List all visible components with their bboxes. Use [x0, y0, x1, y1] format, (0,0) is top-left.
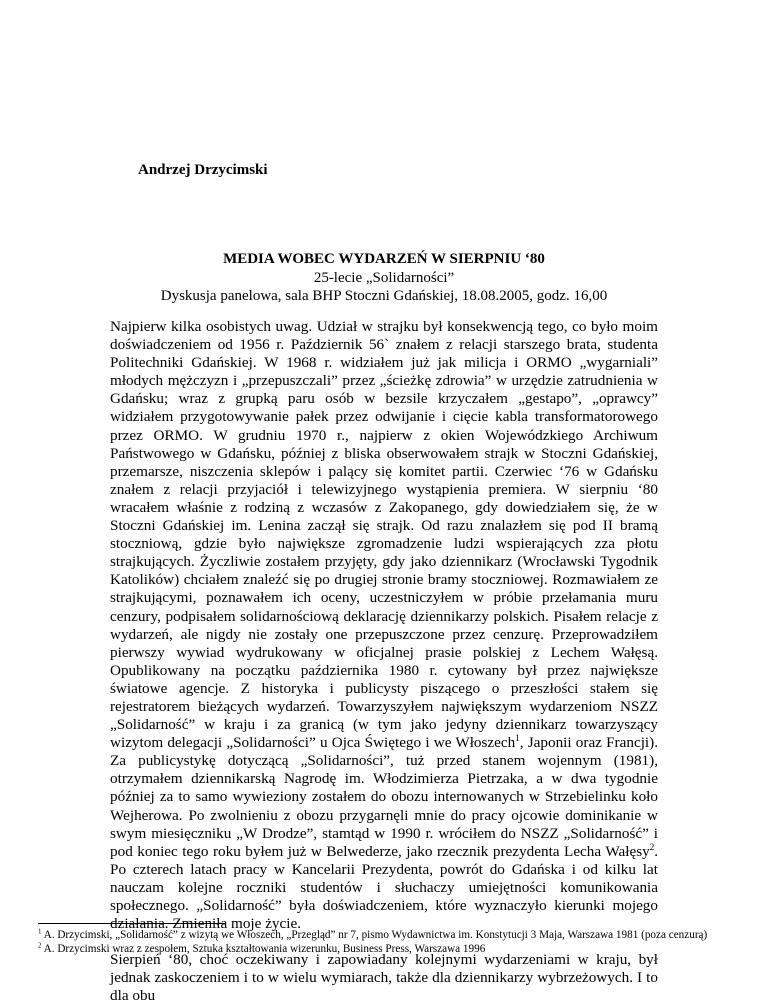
event-line: Dyskusja panelowa, sala BHP Stoczni Gdańskiej, 18.08.2005, godz. 16,00 [160, 288, 608, 304]
footnotes [38, 928, 728, 956]
paragraph-text: , Japonii oraz Francji). Za publicystykę dotyczącą „Solidarności”, tuż przed stanem wojennym (1981), otrzymałem dziennikarską Nagrodę im. Włodzimierza Pietrzaka, a w dwa tygodnie później za to samo wywieziony zostałem do obozu internowanych w Strzebielinku koło Wejherowa. Po zwolnieniu z obozu przygarnęli mnie do pracy ojcowie dominikanie w swym miesięczniku „W Drodze”, stamtąd w 1990 r. wróciłem do NSZZ „Solidarność” i pod koniec tego roku byłem już w Belwederze, jako rzecznik prezydenta Lecha Wałęsy [110, 734, 658, 860]
document-title: MEDIA WOBEC WYDARZEŃ W SIERPNIU ‘80 [223, 251, 545, 267]
footnote-separator [38, 923, 226, 924]
footnote-number: 2 [38, 941, 42, 950]
footnote-text: A. Drzycimski, „Solidarność” z wizytą we Włoszech, „Przegląd” nr 7, pismo Wydawnictwa im. Konstytucji 3 Maja, Warszawa 1981 (poza cenzurą) [41, 929, 708, 941]
paragraph-text: . Po czterech latach pracy w Kancelarii Prezydenta, powrót do Gdańska i od kilku lat nauczam kolejne roczniki studentów i słuchaczy umiejętności komunikowania społecznego. „Solidarność” była doświadczeniem, które wyznaczyło kierunki mojego działania. Zmieniła moje życie. [110, 842, 658, 933]
footnote-ref: 1 [515, 733, 520, 744]
footnote-text: A. Drzycimski wraz z zespołem, Sztuka kształtowania wizerunku, Business Press, Warszawa 1996 [41, 943, 486, 955]
paragraph-text: Najpierw kilka osobistych uwag. Udział w strajku był konsekwencją tego, co było moim doświadczeniem od 1956 r. Październik 56` znałem z relacji starszego brata, studenta Politechniki Gdańskiej. W 1968 r. widziałem już jak milicja i ORMO „wygarniali” młodych mężczyzn i „przepuszczali” przez „ścieżkę zdrowia” w urzędzie zatrudnienia w Gdańsku; wraz z grupką paru osób w bezsile krzyczałem „gestapo”, „oprawcy” widziałem przygotowywanie pałek przez odwijanie i cięcie kabla transformatorowego przez ORMO. W grudniu 1970 r., najpierw z okien Wojewódzkiego Archiwum Państwowego w Gdańsku, później z bliska obserwowałem strajk w Stoczni Gdańskiej, przemarsze, niszczenia sklepów i palący się komitet partii. Czerwiec ‘76 w Gdańsku znałem z relacji przyjaciół i telewizyjnego wystąpienia premiera. W sierpniu ‘80 wracałem właśnie z rodziną z wczasów z Zakopanego, gdy dowiedziałem się, że w Stoczni Gdańskiej im. Lenina zaczął się strajk. Od razu znalazłem się pod II bramą stoczniową, gdzie było największe zgromadzenie ludzi wspierających zza płotu strajkujących. Życzliwie zostałem przyjęty, gdy jako dziennikarz (Wrocławski Tygodnik Katolików) chciałem znaleźć się po drugiej stronie bramy stoczniowej. Rozmawiałem ze strajkującymi, poznawałem ich oceny, uczestniczyłem w próbie przełamania muru cenzury, podpisałem solidarnościową deklarację dziennikarzy polskich. Pisałem relacje z wydarzeń, ale nigdy nie zostały one przepuszczone przez cenzurę. Przeprowadziłem pierwszy wywiad wydrukowany w oficjalnej prasie polskiej z Lechem Wałęsą. Opublikowany na początku października 1980 r. cytowany był przez największe światowe agencje. Z historyka i publicysty piszącego o przeszłości stałem się rejestratorem bieżących wydarzeń. Towarzyszyłem największym wydarzeniom NSZZ „Solidarność” w kraju i za granicą (w tym jako jedyny dziennikarz towarzyszący wizytom delegacji „Solidarności” u Ojca Świętego i we Włoszech [110, 318, 658, 752]
document-subtitle: 25-lecie „Solidarności” [313, 270, 455, 286]
paragraph: Sierpień ‘80, choć oczekiwany i zapowiadany kolejnymi wydarzeniami w kraju, był jednak zaskoczeniem i to w wielu wymiarach, także dla dziennikarzy wybrzeżowych. I to dla obu [110, 951, 658, 1005]
footnote [38, 928, 728, 942]
footnote-ref: 2 [649, 841, 655, 852]
body-text [110, 318, 658, 1005]
author-name: Andrzej Drzycimski [138, 162, 268, 178]
document-heading [110, 250, 658, 305]
footnote [38, 942, 728, 956]
footnote-number: 1 [38, 927, 42, 936]
paragraph [110, 318, 658, 933]
